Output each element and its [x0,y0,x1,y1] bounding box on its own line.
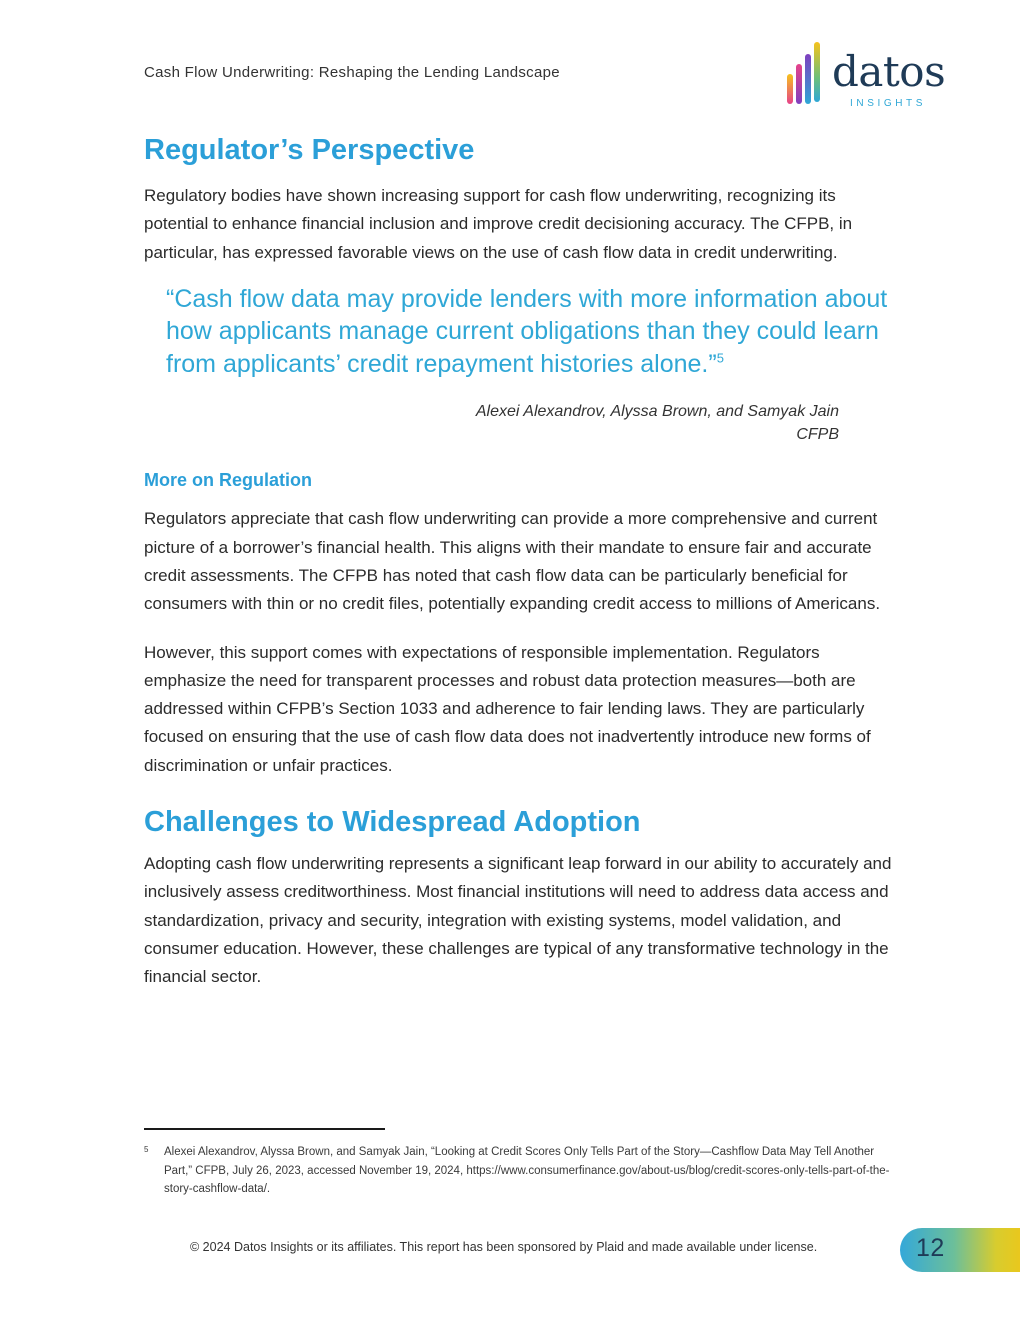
footnote-divider [144,1128,385,1130]
main-content [144,128,904,992]
attribution-name: Alexei Alexandrov, Alyssa Brown, and Samyak Jain [475,403,839,421]
datos-insights-logo [786,40,946,112]
logo-bars-icon [786,40,830,106]
page-number-badge [900,1228,1020,1272]
subsection-heading-more-on-regulation: More on Regulation [144,470,312,491]
footnote-text: Alexei Alexandrov, Alyssa Brown, and Samyak Jain, “Looking at Credit Scores Only Tells Part of the Story—Cashflow Data May Tell Another Part,” CFPB, July 26, 2023, accessed November 19, 2024, https://www.consumerfinance.gov/about-us/blog/credit-scores-only-tells-part-of-the-story-cashflow-data/. [164,1146,890,1195]
regulation-paragraph-1: Regulators appreciate that cash flow underwriting can provide a more comprehensive and current picture of a borrower’s financial health. This aligns with their mandate to ensure fair and accurate credit assessments. The CFPB has noted that cash flow data can be particularly beneficial for consumers with thin or no credit files, potentially expanding credit access to millions of Americans. [144,509,881,614]
pull-quote-text: “Cash flow data may provide lenders with more information about how applicants manage current obligations than they could learn from applicants’ credit repayment histories alone.” [166,284,888,378]
running-header-title: Cash Flow Underwriting: Reshaping the Lending Landscape [144,64,560,81]
footer-copyright: © 2024 Datos Insights or its affiliates. This report has been sponsored by Plaid and made available under license. [190,1240,818,1254]
attribution-org: CFPB [796,426,839,444]
logo-wordmark: datos [832,47,946,96]
challenges-paragraph: Adopting cash flow underwriting represents a significant leap forward in our ability to accurately and inclusively assess creditworthiness. Most financial institutions will need to address data access and standardization, privacy and security, integration with existing systems, model validation, and consumer education. However, these challenges are typical of any transformative technology in the financial sector. [144,854,892,987]
regulation-paragraph-2: However, this support comes with expectations of responsible implementation. Regulators emphasize the need for transparent processes and robust data protection measures—both are addressed within CFPB’s Section 1033 and adherence to fair lending laws. They are particularly focused on ensuring that the use of cash flow data does not inadvertently introduce new forms of discrimination or unfair practices. [144,642,871,775]
quote-attribution [144,400,839,446]
page-number: 12 [916,1234,945,1262]
section-heading-regulators-perspective: Regulator’s Perspective [144,134,475,166]
footnote-reference[interactable]: 5 [716,350,724,366]
pull-quote [166,283,906,381]
section-heading-challenges: Challenges to Widespread Adoption [144,806,641,839]
intro-paragraph: Regulatory bodies have shown increasing support for cash flow underwriting, recognizing its potential to enhance financial inclusion and improve credit decisioning accuracy. The CFPB, in particular, has expressed favorable views on the use of cash flow data in credit underwriting. [144,186,853,262]
logo-subtitle: INSIGHTS [850,98,927,109]
footnote-number: 5 [144,1145,149,1154]
footnote [144,1143,904,1199]
